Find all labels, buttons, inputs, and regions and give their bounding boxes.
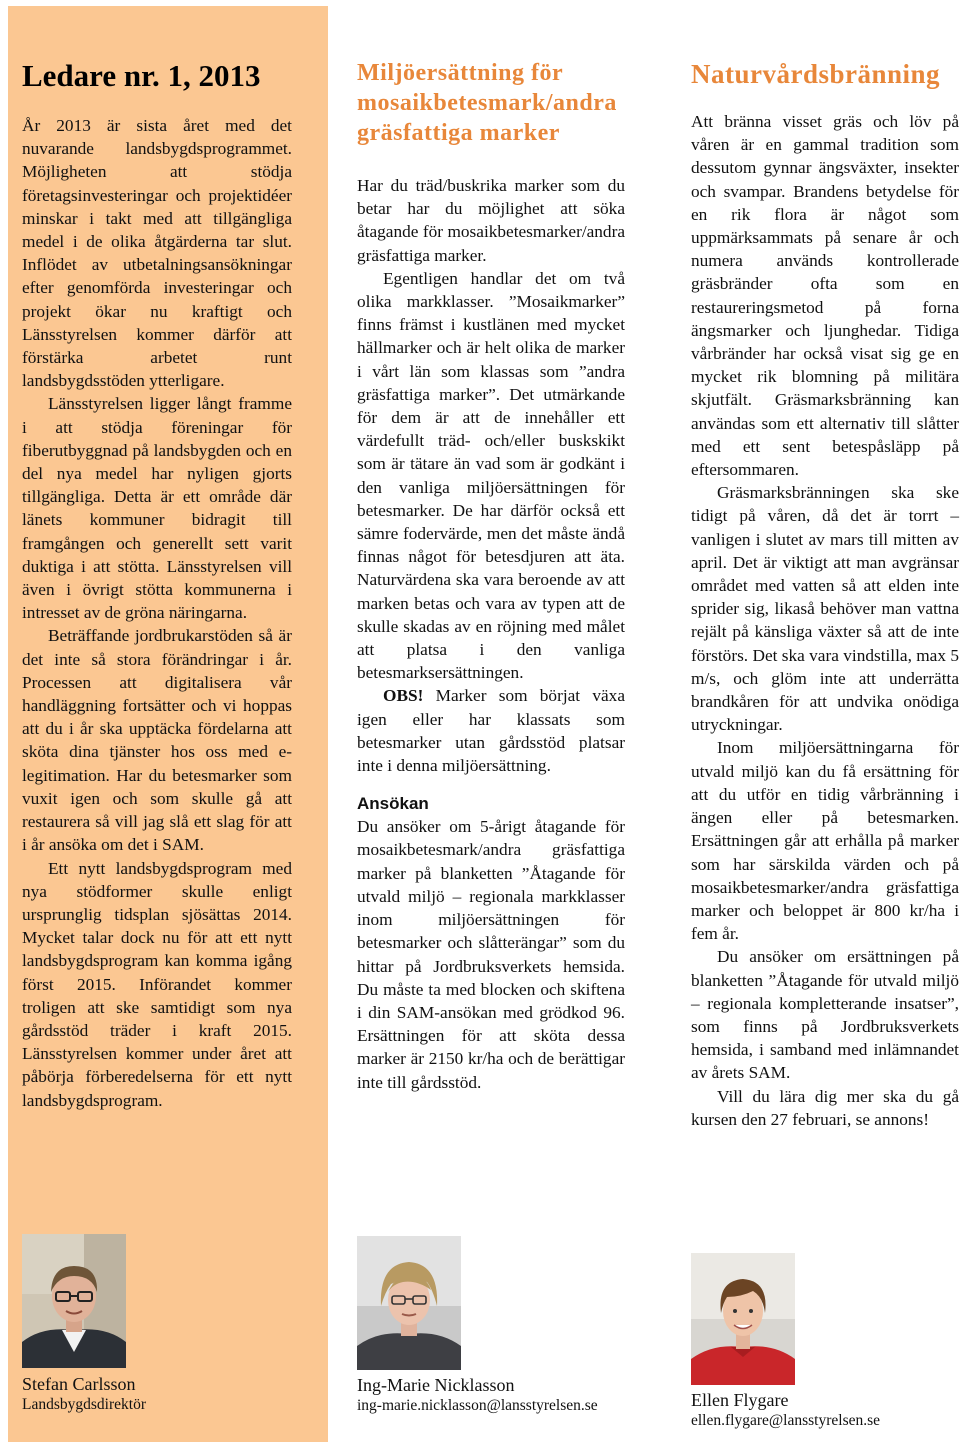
article-naturvardsbranning (691, 58, 959, 1131)
editorial-paragraph: Länsstyrelsen ligger långt framme i att stödja föreningar för fiberutbyggnad på landsbygden och en del nya medel har nyligen gjorts tillgängliga. Detta är ett område där länets kommuner bidragit till framgången och generellt sett varit duktiga i att stötta. Länsstyrelsen vill även i övrigt stötta kommunerna i intresset av de gröna näringarna. (22, 394, 292, 623)
person-email: ellen.flygare@lansstyrelsen.se (691, 1412, 881, 1429)
editorial-paragraph: Ett nytt landsbygdsprogram med nya stödformer skulle enligt ursprunglig tidsplan sjösättas 2014. Mycket talar dock nu för att ett nytt landsbygdsprogram kan komma igång först 2015. Införandet kommer troligen att ske samtidigt som nya gårdsstöd träder i kraft 2015. Länsstyrelsen kommer under året att påbörja förberedelserna för ett nytt landsbygdsprogram. (22, 858, 292, 1110)
article-body (691, 110, 959, 1131)
person-name: Stefan Carlsson (22, 1374, 136, 1394)
portrait-photo (357, 1236, 461, 1370)
article-body (357, 174, 625, 777)
obs-text: Marker som börjat växa igen eller har klassats som betesmarker utan gårdsstöd platsar inte i denna miljöersättning. (357, 686, 625, 776)
article-paragraph: Egentligen handlar det om två olika markklasser. ”Mosaikmarker” finns främst i kustlänen med mycket hällmarker och är helt olika de marker i vårt län som klassas som ”andra gräsfattiga marker”. Det utmärkande för dem är att de innehåller ett värdefullt träd- och/eller buskskikt som är tätare än vad som är godkänt i den vanliga miljöersättningen för betesmarker. De har därför också ett sämre fodervärde, men det måste ändå finnas något för betesdjuren att äta. Naturvärdena ska vara beroende av att marken betas och vara av typen att de skulle skadas av en röjning med målet att platsa i den vanliga betesmarksersättningen. (357, 268, 625, 683)
article-mosaikbetesmark (357, 58, 625, 1094)
ansokan-body (357, 815, 625, 1093)
person-email: ing-marie.nicklasson@lansstyrelsen.se (357, 1397, 598, 1414)
article-paragraph: Inom miljöersättningarna för utvald miljö kan du få ersättning för att du utför en tidig vårbränning i ängen eller på betesmarken. Ersättningen går att erhålla på marker som har särskilda värden och på mosaikbetesmarker/andra gräsfattiga marker och beloppet är 800 kr/ha i fem år. (691, 738, 959, 944)
editorial-column (22, 58, 292, 1112)
article-title: Naturvårdsbränning (691, 59, 941, 89)
person-name: Ellen Flygare (691, 1390, 789, 1410)
article-byline (691, 1389, 880, 1431)
portrait-photo (691, 1253, 795, 1385)
article-paragraph: Vill du lära dig mer ska du gå kursen den 27 februari, se annons! (691, 1086, 959, 1129)
article-title: Miljöersättning för mosaikbetesmark/andra gräsfattiga marker (357, 60, 617, 146)
article-paragraph: Du ansöker om ersättningen på blanketten ”Åtagande för utvald miljö – regionala kompletterande insatser”, som finns på Jordbruksverkets hemsida, i samband med inlämnandet av årets SAM. (691, 947, 959, 1083)
editorial-body (22, 114, 292, 1112)
ansokan-heading: Ansökan (357, 794, 429, 814)
person-role: Landsbygdsdirektör (22, 1396, 146, 1413)
article-paragraph: Att bränna visset gräs och löv på våren är en gammal tradition som dessutom gynnar ängsväxter, insekter och svampar. Brandens betydelse för en rik flora är något som uppmärksammats på senare år och numera används kontrollerade gräsbränder ofta som en restaureringsmetod på forna ängsmarker och ljunghedar. Tidiga vårbränder har också visat sig ge en mycket rik blomning på militära skjutfält. Gräsmarksbränning kan användas som ett alternativ till slåtter med ett sent betespåsläpp på eftersommaren. (691, 112, 959, 480)
obs-label: OBS! (383, 686, 424, 706)
person-name: Ing-Marie Nicklasson (357, 1375, 515, 1395)
editorial-paragraph: Beträffande jordbrukarstöden så är det inte så stora förändringar i år. Processen att digitalisera vår handläggning fortsätter och vi hoppas att du i år ska upptäcka fördelarna att sköta dina tjänster hos oss med e-legitimation. Har du betesmarker som vuxit igen och som skulle gå att restaurera så vill jag slå ett slag för att i år ansöka om det i SAM. (22, 626, 292, 855)
portrait-photo (22, 1234, 126, 1368)
editorial-paragraph: År 2013 är sista året med det nuvarande landsbygdsprogrammet. Möjligheten att stödja företagsinvesteringar och projektidéer minskar i takt med att tillgängliga medel i de olika åtgärderna tar slut. Inflödet av utbetalningsansökningar efter genomförda investeringar och projekt ökar nu kraftigt och Länsstyrelsen kommer därför att förstärka arbetet runt landsbygdsstöden ytterligare. (22, 116, 292, 391)
obs-paragraph (357, 684, 625, 777)
article-byline (357, 1374, 598, 1416)
ansokan-paragraph: Du ansöker om 5-årigt åtagande för mosaikbetesmark/andra gräsfattiga marker på blanketten ”Åtagande för utvald miljö – regionala markklasser inom miljöersättningen för betesmarker och slåtterängar” som du hittar på Jordbruksverkets hemsida. Du måste ta med blocken och skiftena i din SAM-ansökan med grödkod 96. Ersättningen för att sköta dessa marker är 2150 kr/ha och de berättigar inte till gårdsstöd. (357, 817, 625, 1092)
article-paragraph: Har du träd/buskrika marker som du betar har du möjlighet att söka åtagande för mosaikbetesmarker/andra gräsfattiga marker. (357, 176, 625, 265)
article-paragraph: Gräsmarksbränningen ska ske tidigt på våren, då det är torrt – vanligen i slutet av mars till mitten av april. Det är viktigt att man avgränsar området med vatten så att elden inte sprider sig, likaså behöver man vattna rejält på känsliga växter så att de inte förstörs. Det ska vara vindstilla, max 5 m/s, och glöm inte att underrätta brandkåren för att undvika onödiga utryckningar. (691, 483, 959, 735)
editorial-title: Ledare nr. 1, 2013 (22, 58, 261, 93)
editorial-byline (22, 1373, 146, 1415)
